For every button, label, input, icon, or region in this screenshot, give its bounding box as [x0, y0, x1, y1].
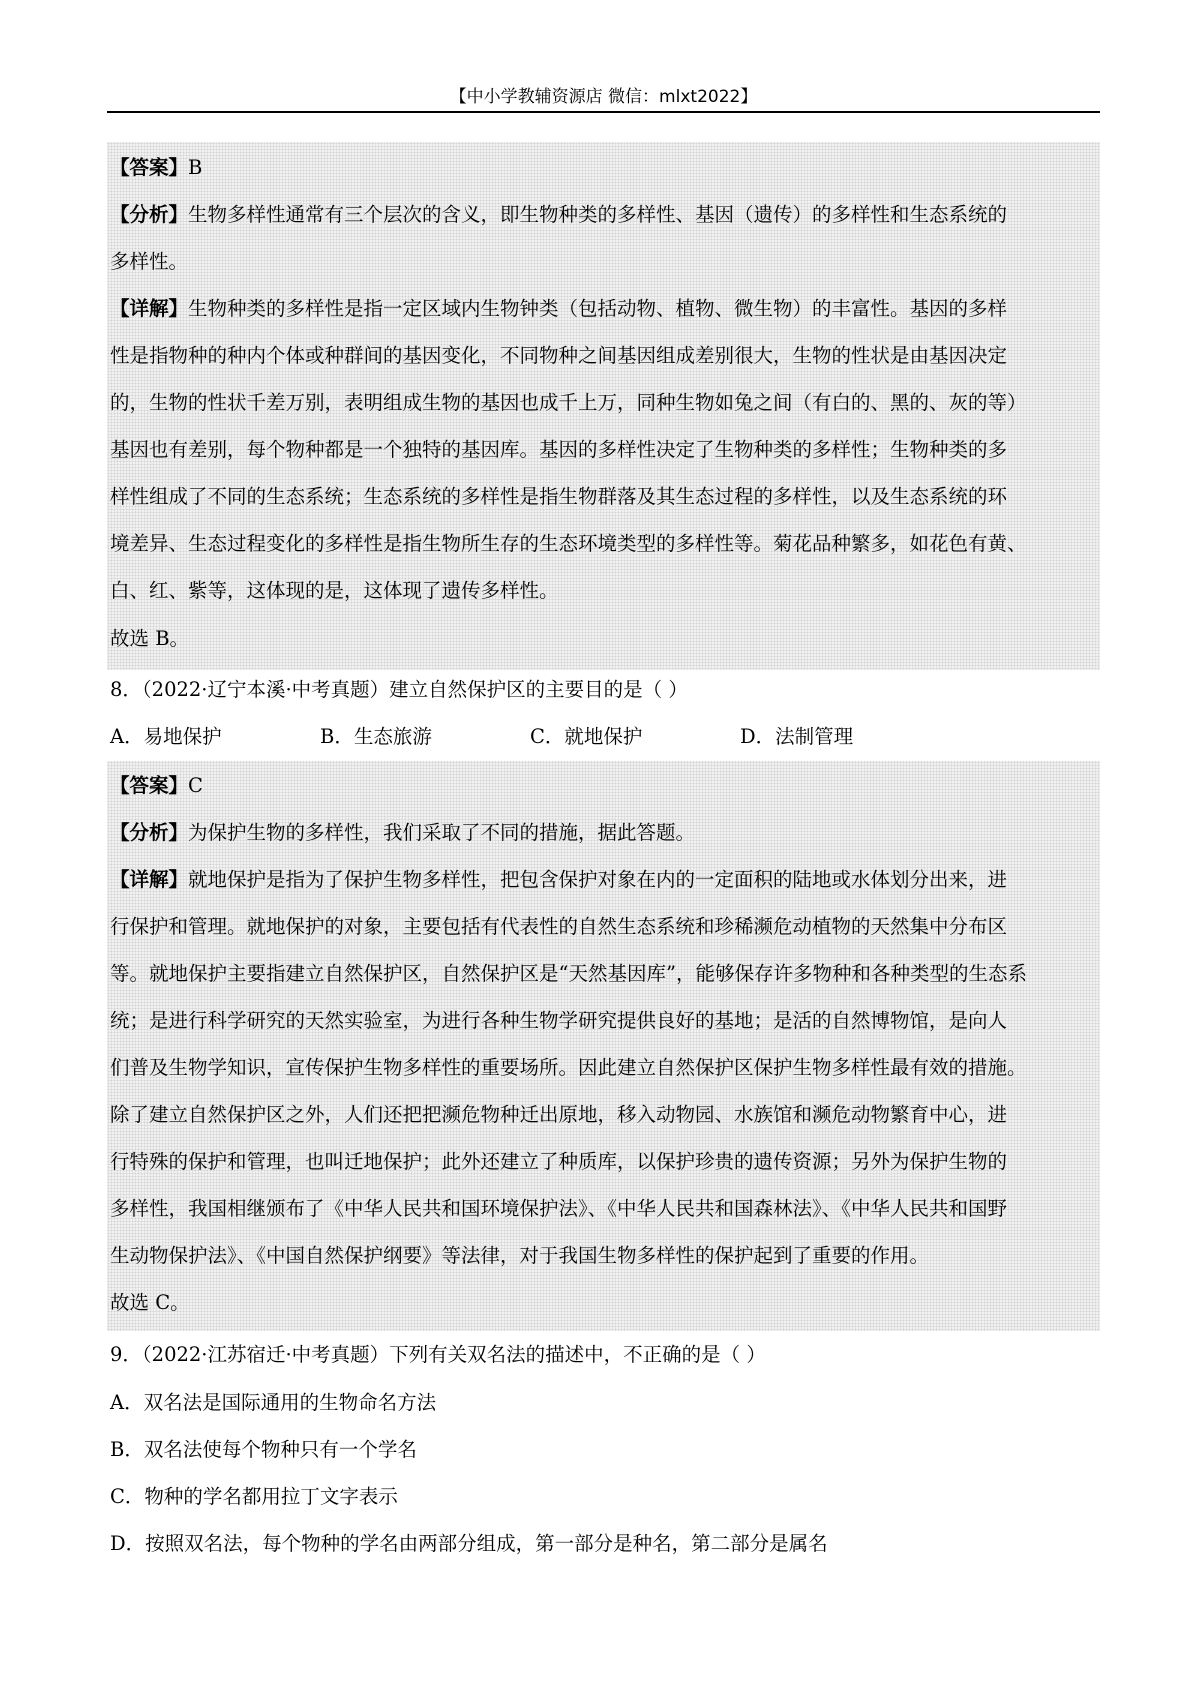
- analysis-text: 生物多样性通常有三个层次的含义，即生物种类的多样性、基因（遗传）的多样性和生态系统的: [188, 203, 1008, 226]
- detail-line: 性是指物种的种内个体或种群间的基因变化，不同物种之间基因组成差别很大，生物的性状是由基因决定: [110, 344, 1008, 367]
- conclusion: 故选 C。: [110, 1291, 190, 1314]
- q9-option-d: D．按照双名法，每个物种的学名由两部分组成，第一部分是种名，第二部分是属名: [110, 1532, 828, 1555]
- q9-option-a: A．双名法是国际通用的生物命名方法: [110, 1391, 437, 1414]
- analysis-text: 为保护生物的多样性，我们采取了不同的措施，据此答题。: [188, 821, 696, 844]
- answer-line-2: [110, 773, 203, 799]
- answer-tag: 【答案】: [110, 156, 189, 179]
- header-rule: [107, 111, 1100, 113]
- analysis-tag: 【分析】: [110, 203, 189, 226]
- question-9-stem: 9．（2022·江苏宿迁·中考真题）下列有关双名法的描述中，不正确的是（ ）: [110, 1343, 766, 1366]
- answer-value: B: [188, 156, 203, 179]
- detail-text: 生物种类的多样性是指一定区域内生物钟类（包括动物、植物、微生物）的丰富性。基因的多样: [188, 297, 1008, 320]
- answer-value: C: [188, 774, 203, 797]
- analysis-tag: 【分析】: [110, 821, 189, 844]
- detail-line-1: [110, 867, 1007, 893]
- answer-tag: 【答案】: [110, 774, 189, 797]
- detail-line: 样性组成了不同的生态系统；生态系统的多样性是指生物群落及其生态过程的多样性，以及生态系统的环: [110, 485, 1008, 508]
- page-header: 【中小学教辅资源店 微信：mlxt2022】: [449, 87, 758, 107]
- q8-option-a: A．易地保护: [110, 725, 222, 748]
- detail-tag: 【详解】: [110, 297, 189, 320]
- analysis-line-1: [110, 202, 1007, 228]
- q8-option-b: B．生态旅游: [320, 725, 432, 748]
- detail-line: 等。就地保护主要指建立自然保护区，自然保护区是“天然基因库”，能够保存许多物种和各种类型的生态系: [110, 962, 1027, 985]
- detail-line: 生动物保护法》、《中国自然保护纲要》等法律，对于我国生物多样性的保护起到了重要的作用。: [110, 1244, 930, 1267]
- q9-option-b: B．双名法使每个物种只有一个学名: [110, 1438, 417, 1461]
- detail-line: 基因也有差别，每个物种都是一个独特的基因库。基因的多样性决定了生物种类的多样性；生物种类的多: [110, 438, 1008, 461]
- q8-option-d: D．法制管理: [740, 725, 854, 748]
- answer-line-1: [110, 155, 202, 181]
- detail-text: 就地保护是指为了保护生物多样性，把包含保护对象在内的一定面积的陆地或水体划分出来，进: [188, 868, 1008, 891]
- question-8-stem: 8．（2022·辽宁本溪·中考真题）建立自然保护区的主要目的是（ ）: [110, 678, 688, 701]
- q8-option-c: C．就地保护: [530, 725, 643, 748]
- conclusion: 故选 B。: [110, 627, 190, 650]
- detail-line: 多样性，我国相继颁布了《中华人民共和国环境保护法》、《中华人民共和国森林法》、《中华人民共和国野: [110, 1197, 1008, 1220]
- q9-option-c: C．物种的学名都用拉丁文字表示: [110, 1485, 398, 1508]
- detail-line: 的，生物的性状千差万别，表明组成生物的基因也成千上万，同种生物如兔之间（有白的、黑的、灰的等）: [110, 391, 1027, 414]
- detail-line: 白、红、紫等，这体现的是，这体现了遗传多样性。: [110, 579, 559, 602]
- detail-line: 统；是进行科学研究的天然实验室，为进行各种生物学研究提供良好的基地；是活的自然博物馆，是向人: [110, 1009, 1008, 1032]
- detail-line-1: [110, 296, 1007, 322]
- detail-line: 境差异、生态过程变化的多样性是指生物所生存的生态环境类型的多样性等。菊花品种繁多，如花色有黄、: [110, 532, 1027, 555]
- analysis-line-2: 多样性。: [110, 250, 189, 273]
- analysis-line-1: [110, 820, 695, 846]
- detail-line: 行特殊的保护和管理，也叫迁地保护；此外还建立了种质库，以保护珍贵的遗传资源；另外为保护生物的: [110, 1150, 1008, 1173]
- detail-line: 行保护和管理。就地保护的对象，主要包括有代表性的自然生态系统和珍稀濒危动植物的天然集中分布区: [110, 915, 1008, 938]
- detail-tag: 【详解】: [110, 868, 189, 891]
- detail-line: 们普及生物学知识，宣传保护生物多样性的重要场所。因此建立自然保护区保护生物多样性最有效的措施。: [110, 1056, 1027, 1079]
- detail-line: 除了建立自然保护区之外，人们还把把濒危物种迁出原地，移入动物园、水族馆和濒危动物繁育中心，进: [110, 1103, 1008, 1126]
